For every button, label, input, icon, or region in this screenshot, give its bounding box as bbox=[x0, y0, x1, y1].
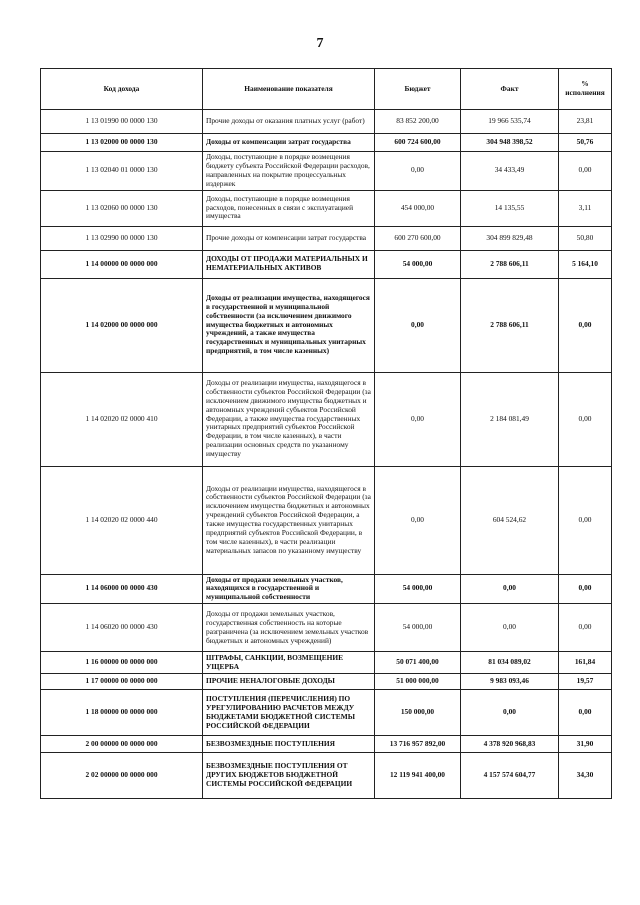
table-row bbox=[41, 466, 612, 574]
table-row bbox=[41, 372, 612, 466]
table-row bbox=[41, 278, 612, 372]
code-cell: 1 13 02000 00 0000 130 bbox=[41, 134, 203, 152]
fact-cell: 19 966 535,74 bbox=[461, 110, 559, 134]
table-row bbox=[41, 110, 612, 134]
budget-cell: 12 119 941 400,00 bbox=[375, 753, 461, 799]
budget-cell: 454 000,00 bbox=[375, 190, 461, 226]
budget-cell: 50 071 400,00 bbox=[375, 652, 461, 674]
name-cell: Прочие доходы от оказания платных услуг (работ) bbox=[203, 110, 375, 134]
percent-cell: 0,00 bbox=[559, 278, 612, 372]
header-budget: Бюджет bbox=[375, 69, 461, 110]
code-cell: 1 14 02020 02 0000 410 bbox=[41, 372, 203, 466]
code-cell: 1 14 06020 00 0000 430 bbox=[41, 604, 203, 652]
budget-cell: 0,00 bbox=[375, 466, 461, 574]
code-cell: 1 13 02060 00 0000 130 bbox=[41, 190, 203, 226]
table-row bbox=[41, 226, 612, 250]
name-cell: БЕЗВОЗМЕЗДНЫЕ ПОСТУПЛЕНИЯ ОТ ДРУГИХ БЮДЖЕТОВ БЮДЖЕТНОЙ СИСТЕМЫ РОССИЙСКОЙ ФЕДЕРАЦИИ bbox=[203, 753, 375, 799]
budget-cell: 0,00 bbox=[375, 372, 461, 466]
percent-cell: 0,00 bbox=[559, 690, 612, 736]
percent-cell: 5 164,10 bbox=[559, 250, 612, 278]
budget-cell: 150 000,00 bbox=[375, 690, 461, 736]
code-cell: 1 13 02040 01 0000 130 bbox=[41, 152, 203, 191]
fact-cell: 2 788 606,11 bbox=[461, 250, 559, 278]
percent-cell: 0,00 bbox=[559, 152, 612, 191]
percent-cell: 0,00 bbox=[559, 372, 612, 466]
table-row bbox=[41, 690, 612, 736]
budget-cell: 600 724 600,00 bbox=[375, 134, 461, 152]
code-cell: 2 02 00000 00 0000 000 bbox=[41, 753, 203, 799]
name-cell: ПОСТУПЛЕНИЯ (ПЕРЕЧИСЛЕНИЯ) ПО УРЕГУЛИРОВАНИЮ РАСЧЕТОВ МЕЖДУ БЮДЖЕТАМИ БЮДЖЕТНОЙ СИСТЕМЫ РОССИЙСКОЙ ФЕДЕРАЦИИ bbox=[203, 690, 375, 736]
percent-cell: 0,00 bbox=[559, 574, 612, 604]
percent-cell: 31,90 bbox=[559, 736, 612, 753]
name-cell: Доходы от продажи земельных участков, находящихся в государственной и муниципальной собственности bbox=[203, 574, 375, 604]
budget-cell: 54 000,00 bbox=[375, 604, 461, 652]
percent-cell: 50,76 bbox=[559, 134, 612, 152]
table-row bbox=[41, 674, 612, 690]
name-cell: Доходы от продажи земельных участков, государственная собственность на которые разграничена (за исключением земельных участков бюджетных и автономных учреждений) bbox=[203, 604, 375, 652]
name-cell: Доходы, поступающие в порядке возмещения расходов, понесенных в связи с эксплуатацией имущества bbox=[203, 190, 375, 226]
fact-cell: 4 378 920 968,83 bbox=[461, 736, 559, 753]
fact-cell: 0,00 bbox=[461, 574, 559, 604]
table-row bbox=[41, 574, 612, 604]
percent-cell: 3,11 bbox=[559, 190, 612, 226]
name-cell: Доходы от реализации имущества, находящегося в собственности субъектов Российской Федерации (за исключением имущества бюджетных и автономных учреждений субъектов Российской Федерации, а также имущества государственных унитарных предприятий субъектов Российской Федерации, в том числе казенных), в части реализации материальных запасов по указанному имуществу bbox=[203, 466, 375, 574]
name-cell: ШТРАФЫ, САНКЦИИ, ВОЗМЕЩЕНИЕ УЩЕРБА bbox=[203, 652, 375, 674]
table-row bbox=[41, 152, 612, 191]
budget-cell: 0,00 bbox=[375, 152, 461, 191]
budget-cell: 600 270 600,00 bbox=[375, 226, 461, 250]
name-cell: Доходы от реализации имущества, находящегося в государственной и муниципальной собственности (за исключением движимого имущества бюджетных и автономных учреждений, а также имущества государственных и муниципальных унитарных предприятий, в том числе казенных) bbox=[203, 278, 375, 372]
percent-cell: 23,81 bbox=[559, 110, 612, 134]
name-cell: ПРОЧИЕ НЕНАЛОГОВЫЕ ДОХОДЫ bbox=[203, 674, 375, 690]
fact-cell: 0,00 bbox=[461, 604, 559, 652]
code-cell: 1 14 00000 00 0000 000 bbox=[41, 250, 203, 278]
fact-cell: 81 034 089,02 bbox=[461, 652, 559, 674]
fact-cell: 9 983 093,46 bbox=[461, 674, 559, 690]
revenue-table bbox=[40, 68, 612, 799]
code-cell: 1 16 00000 00 0000 000 bbox=[41, 652, 203, 674]
header-code: Код дохода bbox=[41, 69, 203, 110]
fact-cell: 14 135,55 bbox=[461, 190, 559, 226]
name-cell: Доходы от реализации имущества, находящегося в собственности субъектов Российской Федерации (за исключением движимого имущества бюджетных и автономных учреждений субъектов Российской Федерации, а также имущества государственных унитарных предприятий субъектов Российской Федерации, в том числе казенных), в части реализации основных средств по указанному имуществу bbox=[203, 372, 375, 466]
table-row bbox=[41, 604, 612, 652]
table-header-row bbox=[41, 69, 612, 110]
code-cell: 2 00 00000 00 0000 000 bbox=[41, 736, 203, 753]
name-cell: Доходы от компенсации затрат государства bbox=[203, 134, 375, 152]
budget-cell: 54 000,00 bbox=[375, 250, 461, 278]
percent-cell: 50,80 bbox=[559, 226, 612, 250]
name-cell: БЕЗВОЗМЕЗДНЫЕ ПОСТУПЛЕНИЯ bbox=[203, 736, 375, 753]
name-cell: Доходы, поступающие в порядке возмещения бюджету субъекта Российской Федерации расходов, направленных на покрытие процессуальных издержек bbox=[203, 152, 375, 191]
code-cell: 1 17 00000 00 0000 000 bbox=[41, 674, 203, 690]
budget-cell: 54 000,00 bbox=[375, 574, 461, 604]
code-cell: 1 13 02990 00 0000 130 bbox=[41, 226, 203, 250]
fact-cell: 4 157 574 604,77 bbox=[461, 753, 559, 799]
table-body bbox=[41, 110, 612, 799]
code-cell: 1 14 02020 02 0000 440 bbox=[41, 466, 203, 574]
fact-cell: 2 184 081,49 bbox=[461, 372, 559, 466]
table-row bbox=[41, 250, 612, 278]
code-cell: 1 14 02000 00 0000 000 bbox=[41, 278, 203, 372]
code-cell: 1 18 00000 00 0000 000 bbox=[41, 690, 203, 736]
fact-cell: 2 788 606,11 bbox=[461, 278, 559, 372]
table-row bbox=[41, 134, 612, 152]
fact-cell: 0,00 bbox=[461, 690, 559, 736]
percent-cell: 161,84 bbox=[559, 652, 612, 674]
code-cell: 1 14 06000 00 0000 430 bbox=[41, 574, 203, 604]
table-row bbox=[41, 652, 612, 674]
percent-cell: 0,00 bbox=[559, 466, 612, 574]
budget-cell: 13 716 957 892,00 bbox=[375, 736, 461, 753]
budget-cell: 83 852 200,00 bbox=[375, 110, 461, 134]
page-number: 7 bbox=[316, 36, 324, 51]
fact-cell: 604 524,62 bbox=[461, 466, 559, 574]
code-cell: 1 13 01990 00 0000 130 bbox=[41, 110, 203, 134]
table-row bbox=[41, 190, 612, 226]
percent-cell: 19,57 bbox=[559, 674, 612, 690]
table-row bbox=[41, 736, 612, 753]
budget-cell: 0,00 bbox=[375, 278, 461, 372]
percent-cell: 34,30 bbox=[559, 753, 612, 799]
table-row bbox=[41, 753, 612, 799]
header-percent: % исполнения bbox=[559, 69, 612, 110]
header-fact: Факт bbox=[461, 69, 559, 110]
fact-cell: 304 948 398,52 bbox=[461, 134, 559, 152]
fact-cell: 304 899 829,48 bbox=[461, 226, 559, 250]
name-cell: ДОХОДЫ ОТ ПРОДАЖИ МАТЕРИАЛЬНЫХ И НЕМАТЕРИАЛЬНЫХ АКТИВОВ bbox=[203, 250, 375, 278]
percent-cell: 0,00 bbox=[559, 604, 612, 652]
fact-cell: 34 433,49 bbox=[461, 152, 559, 191]
header-name: Наименование показателя bbox=[203, 69, 375, 110]
budget-cell: 51 000 000,00 bbox=[375, 674, 461, 690]
name-cell: Прочие доходы от компенсации затрат государства bbox=[203, 226, 375, 250]
